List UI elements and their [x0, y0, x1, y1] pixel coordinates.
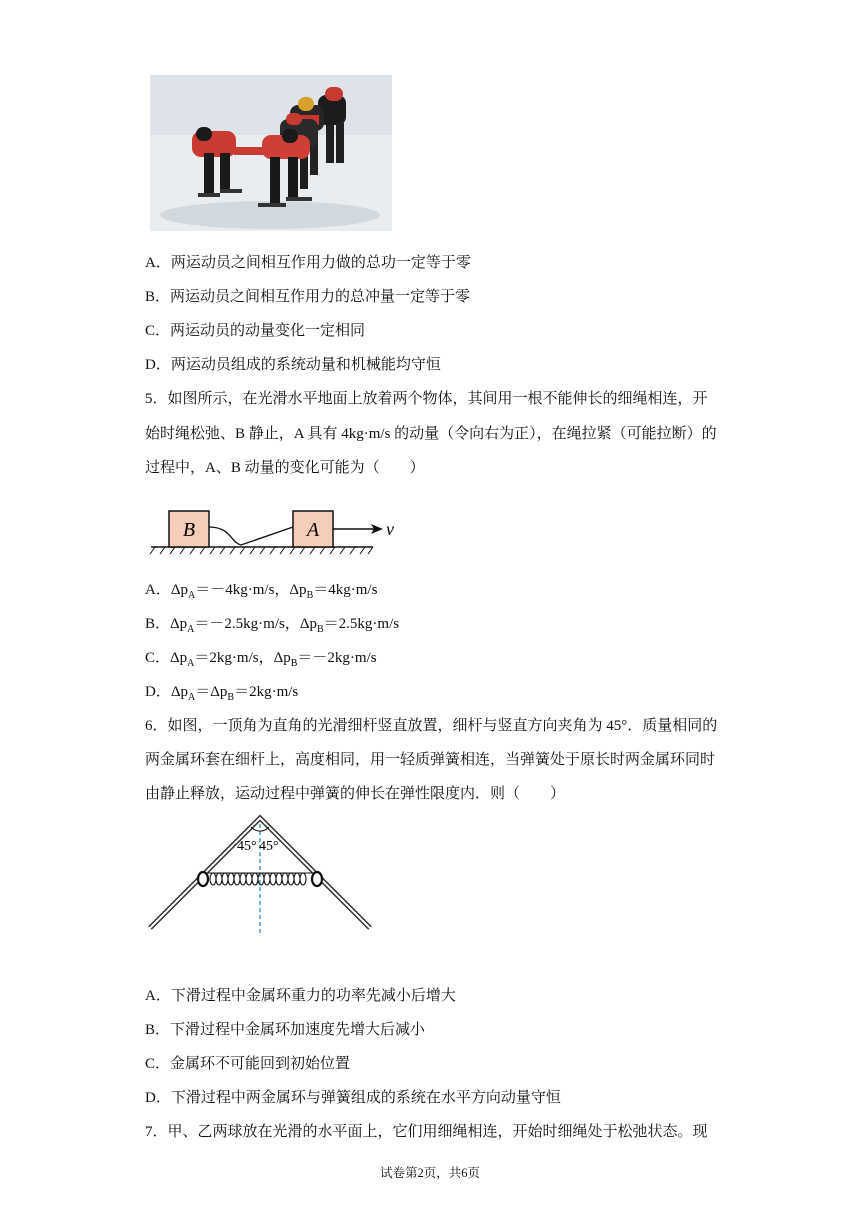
q6-option-a: A．下滑过程中金属环重力的功率先减小后增大 [145, 988, 456, 1004]
q5-option-d: D．$\Delta p_A=\Delta p_B=2kg\cdot m/s$ [145, 684, 299, 703]
q5-option-b: B．$\Delta p_A=-2.5kg\cdot m/s$，$\Delta p_B=2.5kg\cdot m/s$ [145, 616, 400, 635]
skaters-photo [150, 75, 392, 231]
velocity-label: v [386, 519, 394, 539]
q5-option-a: A．$\Delta p_A=-4kg\cdot m/s$，$\Delta p_B=4kg\cdot m/s$ [145, 582, 378, 601]
q6-stem-line-2: 两金属环套在细杆上，高度相同，用一轻质弹簧相连，当弹簧处于原长时两金属环同时 [145, 752, 716, 768]
angle-right-label: 45° [259, 839, 279, 854]
q4-option-a: A．两运动员之间相互作用力做的总功一定等于零 [145, 255, 471, 271]
angle-left-label: 45° [237, 839, 257, 854]
q5-stem-line-2: 始时绳松弛、B 静止，A 具有 4kg·m/s 的动量（令向右为正），在绳拉紧（可能拉断）的 [145, 426, 717, 442]
block-b-label: B [182, 519, 196, 541]
q5-stem-line-1: 5．如图所示，在光滑水平地面上放着两个物体，其间用一根不能伸长的细绳相连，开 [145, 391, 708, 407]
block-a-label: A [306, 519, 320, 541]
q6-stem-line-1: 6．如图，一顶角为直角的光滑细杆竖直放置，细杆与竖直方向夹角为 45°．质量相同的 [145, 718, 718, 734]
q6-option-b: B．下滑过程中金属环加速度先增大后减小 [145, 1022, 426, 1038]
q6-stem-line-3: 由静止释放，运动过程中弹簧的伸长在弹性限度内．则（ ） [145, 786, 566, 802]
q4-option-b: B．两运动员之间相互作用力的总冲量一定等于零 [145, 289, 471, 305]
q5-stem-line-3: 过程中，A、B 动量的变化可能为（ ） [145, 460, 425, 476]
q4-option-c: C．两运动员的动量变化一定相同 [145, 323, 366, 339]
q6-rod-spring-figure [140, 812, 380, 938]
q5-option-c: C．$\Delta p_A=2kg\cdot m/s$，$\Delta p_B=-2kg\cdot m/s$ [145, 650, 377, 669]
q7-stem-line-1: 7．甲、乙两球放在光滑的水平面上，它们用细绳相连，开始时细绳处于松弛状态。现 [145, 1124, 708, 1140]
q6-option-c: C．金属环不可能回到初始位置 [145, 1056, 351, 1072]
q6-option-d: D．下滑过程中两金属环与弹簧组成的系统在水平方向动量守恒 [145, 1090, 561, 1106]
metal-ring-right [312, 872, 322, 886]
metal-ring-left [198, 872, 208, 886]
q4-option-d: D．两运动员组成的系统动量和机械能均守恒 [145, 357, 441, 373]
page-footer: 试卷第2页，共6页 [379, 1166, 480, 1180]
slack-rope [209, 527, 293, 545]
q5-blocks-figure [145, 503, 405, 563]
